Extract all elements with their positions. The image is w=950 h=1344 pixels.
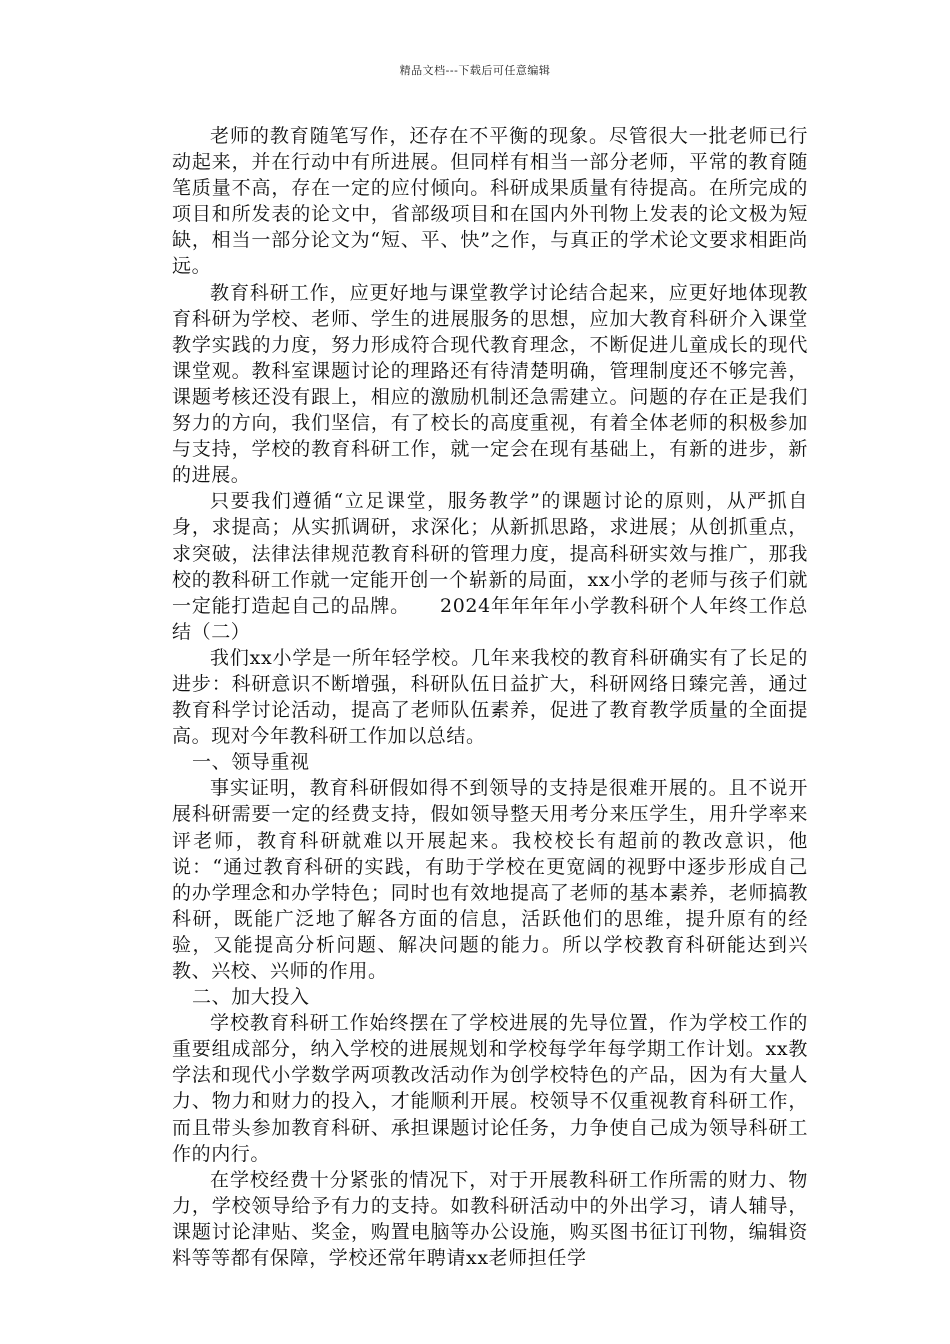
page-header: 精品文档---下载后可任意编辑 — [399, 64, 551, 77]
paragraph-writing-imbalance: 老师的教育随笔写作，还存在不平衡的现象。尽管很大一批老师已行动起来，并在行动中有所进展。但同样有相当一部分老师，平常的教育随笔质量不高，存在一定的应付倾向。科研成果质量有待提高。在所完成的项目和所发表的论文中，省部级项目和在国内外刊物上发表的论文极为短缺，相当一部分论文为“短、平、快”之作，与真正的学术论文要求相距尚远。 — [172, 125, 808, 278]
paragraph-principles: 只要我们遵循“立足课堂，服务教学”的课题讨论的原则，从严抓自身，求提高；从实抓调研，求深化；从新抓思路，求进展；从创抓重点，求突破，法律法律规范教育科研的管理力度，提高科研实效与推广，那我校的教科研工作就一定能开创一个崭新的局面，xx小学的老师与孩子们就一定能打造起自己的品牌。 2024年年年年小学教科研个人年终工作总结（二） — [172, 490, 808, 643]
paragraph-investment: 学校教育科研工作始终摆在了学校进展的先导位置，作为学校工作的重要组成部分，纳入学校的进展规划和学校每学年每学期工作计划。xx教学法和现代小学数学两项教改活动作为创学校特色的产品，因为有大量人力、物力和财力的投入，才能顺利开展。校领导不仅重视教育科研工作，而且带头参加教育科研、承担课题讨论任务，力争使自己成为领导科研工作的内行。 — [172, 1012, 808, 1165]
paragraph-leadership: 事实证明，教育科研假如得不到领导的支持是很难开展的。且不说开展科研需要一定的经费支持，假如领导整天用考分来压学生，用升学率来评老师，教育科研就难以开展起来。我校校长有超前的教改意识，他说：“通过教育科研的实践，有助于学校在更宽阔的视野中逐步形成自己的办学理念和办学特色；同时也有效地提高了老师的基本素养，老师搞教科研，既能广泛地了解各方面的信息，活跃他们的思维，提升原有的经验，又能提高分析问题、解决问题的能力。所以学校教育科研能达到兴教、兴校、兴师的作用。 — [172, 777, 808, 982]
section-heading-investment: 二、加大投入 — [192, 986, 310, 1009]
paragraph-funding: 在学校经费十分紧张的情况下，对于开展教科研工作所需的财力、物力，学校领导给予有力的支持。如教科研活动中的外出学习，请人辅导，课题讨论津贴、奖金，购置电脑等办公设施，购买图书征订刊物，编辑资料等等都有保障，学校还常年聘请xx老师担任学 — [172, 1168, 808, 1270]
paragraph-research-classroom: 教育科研工作，应更好地与课堂教学讨论结合起来，应更好地体现教育科研为学校、老师、学生的进展服务的思想，应加大教育科研介入课堂教学实践的力度，努力形成符合现代教育理念，不断促进儿童成长的现代课堂观。教科室课题讨论的理路还有待清楚明确，管理制度还不够完善，课题考核还没有跟上，相应的激励机制还急需建立。问题的存在正是我们努力的方向，我们坚信，有了校长的高度重视，有着全体老师的积极参加与支持，学校的教育科研工作，就一定会在现有基础上，有新的进步，新的进展。 — [172, 281, 808, 487]
section-heading-leadership: 一、领导重视 — [192, 751, 310, 774]
paragraph-school-intro: 我们xx小学是一所年轻学校。几年来我校的教育科研确实有了长足的进步：科研意识不断增强，科研队伍日益扩大，科研网络日臻完善，通过教育科学讨论活动，提高了老师队伍素养，促进了教育教学质量的全面提高。现对今年教科研工作加以总结。 — [172, 646, 808, 748]
document-body — [172, 123, 808, 1271]
